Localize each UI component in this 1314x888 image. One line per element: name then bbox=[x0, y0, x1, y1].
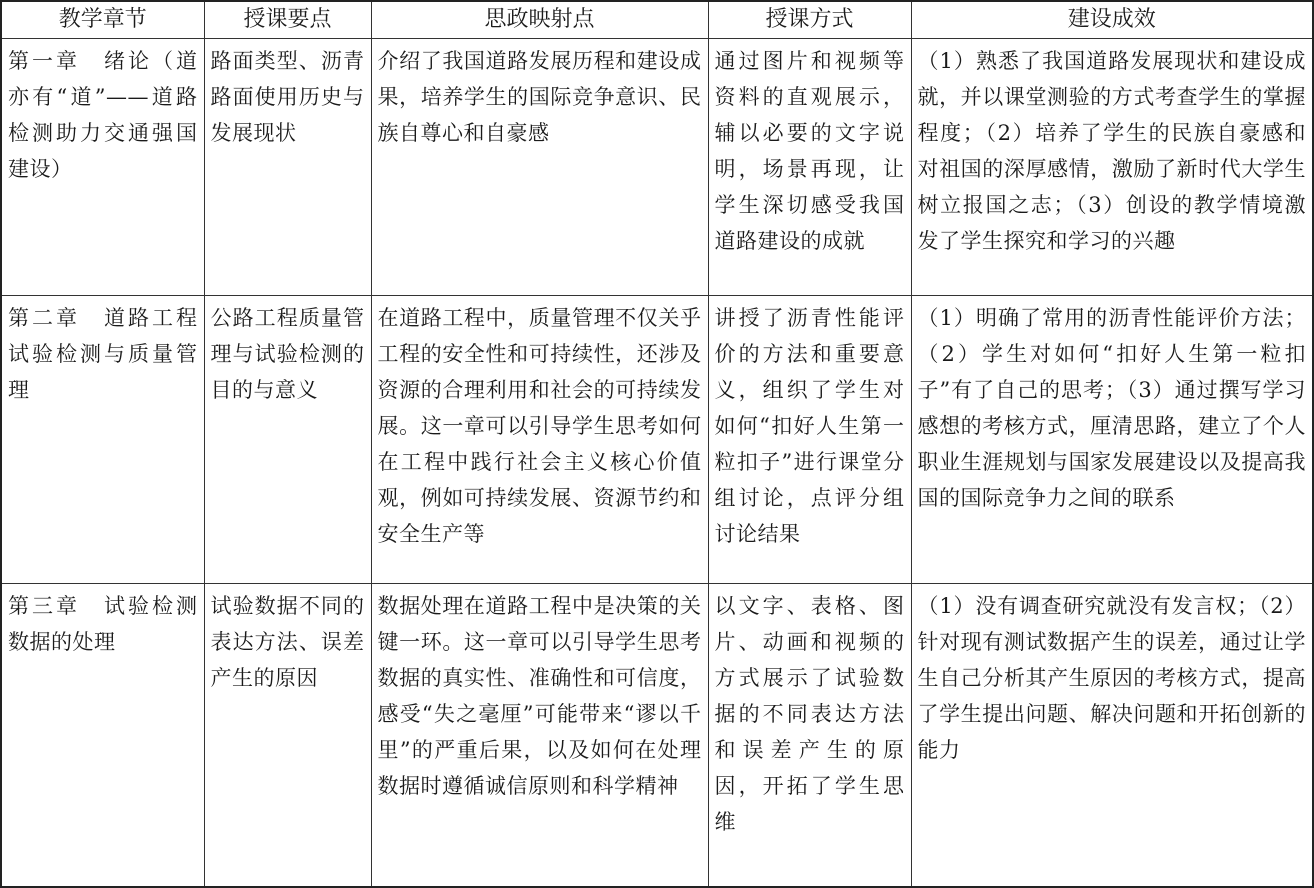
cell-effect: （1）熟悉了我国道路发展现状和建设成就，并以课堂测验的方式考查学生的掌握程度；（2）培养了学生的民族自豪感和对祖国的深厚感情，激励了新时代大学生树立报国之志；（3）创设的教学情境激发了学生探究和学习的兴趣 bbox=[911, 39, 1313, 296]
cell-method: 以文字、表格、图片、动画和视频的方式展示了试验数据的不同表达方法和误差产生的原因，开拓了学生思维 bbox=[708, 584, 911, 887]
cell-method: 通过图片和视频等资料的直观展示，辅以必要的文字说明，场景再现，让学生深切感受我国道路建设的成就 bbox=[708, 39, 911, 296]
header-effect: 建设成效 bbox=[911, 1, 1313, 39]
table-row bbox=[1, 296, 1313, 584]
header-mapping: 思政映射点 bbox=[371, 1, 708, 39]
cell-mapping: 介绍了我国道路发展历程和建设成果，培养学生的国际竞争意识、民族自尊心和自豪感 bbox=[371, 39, 708, 296]
cell-mapping: 数据处理在道路工程中是决策的关键一环。这一章可以引导学生思考数据的真实性、准确性和可信度，感受“失之毫厘”可能带来“谬以千里”的严重后果，以及如何在处理数据时遵循诚信原则和科学精神 bbox=[371, 584, 708, 887]
header-key-points: 授课要点 bbox=[204, 1, 371, 39]
cell-key-points: 公路工程质量管理与试验检测的目的与意义 bbox=[204, 296, 371, 584]
table-row bbox=[1, 584, 1313, 887]
cell-key-points: 试验数据不同的表达方法、误差产生的原因 bbox=[204, 584, 371, 887]
table-row bbox=[1, 39, 1313, 296]
cell-chapter: 第二章 道路工程试验检测与质量管理 bbox=[1, 296, 204, 584]
cell-effect: （1）明确了常用的沥青性能评价方法；（2）学生对如何“扣好人生第一粒扣子”有了自己的思考；（3）通过撰写学习感想的考核方式，厘清思路，建立了个人职业生涯规划与国家发展建设以及提高我国的国际竞争力之间的联系 bbox=[911, 296, 1313, 584]
cell-effect: （1）没有调查研究就没有发言权；（2）针对现有测试数据产生的误差，通过让学生自己分析其产生原因的考核方式，提高了学生提出问题、解决问题和开拓创新的能力 bbox=[911, 584, 1313, 887]
cell-key-points: 路面类型、沥青路面使用历史与发展现状 bbox=[204, 39, 371, 296]
header-method: 授课方式 bbox=[708, 1, 911, 39]
header-row bbox=[1, 1, 1313, 39]
cell-chapter: 第三章 试验检测数据的处理 bbox=[1, 584, 204, 887]
cell-method: 讲授了沥青性能评价的方法和重要意义，组织了学生对如何“扣好人生第一粒扣子”进行课堂分组讨论，点评分组讨论结果 bbox=[708, 296, 911, 584]
header-chapter: 教学章节 bbox=[1, 1, 204, 39]
cell-mapping: 在道路工程中，质量管理不仅关乎工程的安全性和可持续性，还涉及资源的合理利用和社会的可持续发展。这一章可以引导学生思考如何在工程中践行社会主义核心价值观，例如可持续发展、资源节约和安全生产等 bbox=[371, 296, 708, 584]
cell-chapter: 第一章 绪论（道亦有“道”——道路检测助力交通强国建设） bbox=[1, 39, 204, 296]
